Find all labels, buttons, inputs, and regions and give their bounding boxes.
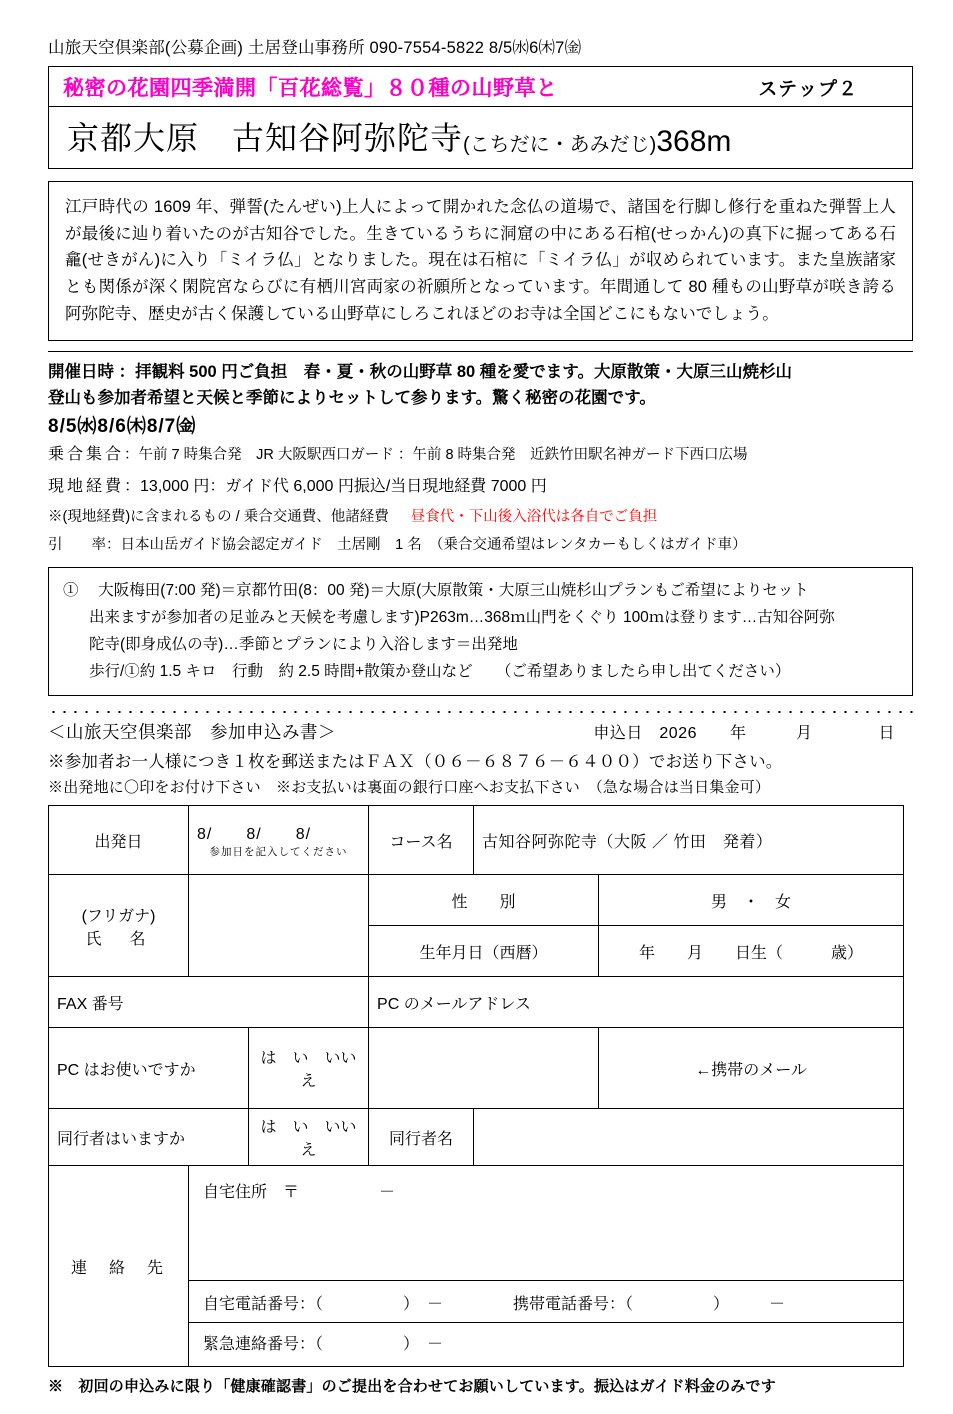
table-row [49, 806, 904, 875]
depart-date-label: 出発日 [49, 806, 189, 875]
apply-date-label: 申込日 2026 年 月 日 [593, 725, 895, 743]
course-line-4: 歩行/①約 1.5 キロ 行動 約 2.5 時間+散策か登山など （ご希望ありましたら申し出てください） [89, 663, 791, 681]
divider-solid [48, 351, 913, 352]
title-pink-text: 秘密の花園四季満開 [63, 77, 257, 100]
name-label-cell [49, 875, 189, 977]
course-name-value: 古知谷阿弥陀寺（大阪 ／ 竹田 発着） [474, 806, 904, 875]
table-row [49, 977, 904, 1028]
home-phone-label: 自宅電話番号：（ ） － [203, 1296, 444, 1314]
pc-yesno[interactable]: は い いいえ [249, 1028, 369, 1109]
description-body: 江戸時代の 1609 年、弾誓(たんぜい)上人によって開かれた念仏の道場で、諸国を行脚し修行を重ねた弾誓上人が最後に辿り着いたのが古知谷でした。生きているうちに洞窟の中にある石棺(せっかん)の真下に掘ってある石龕(せきがん)に入り「ミイラ仏」となりました。現在は石棺に「ミイラ仏」が収められています。また皇族諸家とも関係が深く閑院宮ならびに有栖川宮両家の祈願所となっています。年間通して 80 種もの山野草が咲き誇る阿弥陀寺、歴史が古く保護している山野草にしろこれほどのお寺は全国どこにもないでしょう。 [65, 198, 896, 323]
guide-label: 引 率 [48, 536, 106, 553]
info-line-1: 開催日時 ：拝観料 500 円ご負担 春・夏・秋の山野草 80 種を愛でます。大原散策・大原三山焼杉山 [48, 362, 792, 381]
cost-label: 現地経費 [48, 477, 125, 495]
furigana-label: (フリガナ) [81, 907, 156, 925]
title-box [48, 66, 913, 169]
info-dates: 8/5㈬8/6㈭8/7㈮ [48, 416, 197, 438]
birth-label: 生年月日（西暦） [369, 926, 599, 977]
info-line-2: 登山も参加者希望と天候と季節によりセットして参ります。驚く秘密の花園です。 [48, 388, 656, 407]
name-label: 氏 名 [85, 930, 152, 948]
course-name-label: コース名 [369, 806, 474, 875]
dotted-divider [48, 707, 913, 713]
table-row [49, 1028, 904, 1109]
emergency-label: 緊急連絡番号：（ ） － [203, 1336, 444, 1354]
gender-value[interactable]: 男 ・ 女 [599, 875, 904, 926]
title-reading: (こちだに・あみだじ) [463, 134, 657, 156]
gender-label: 性 別 [369, 875, 599, 926]
depart-hint: 参加日を記入してください [209, 846, 348, 859]
pc-question-label: PC はお使いですか [49, 1028, 249, 1109]
birth-value[interactable]: 年 月 日生（ 歳） [599, 926, 904, 977]
title-step: ステップ２ [758, 78, 858, 100]
fax-label[interactable]: FAX 番号 [49, 977, 369, 1028]
description-box [48, 181, 913, 341]
companion-name-label: 同行者名 [369, 1109, 474, 1166]
emergency-field[interactable] [189, 1323, 903, 1361]
contact-label-text: 連 絡 先 [70, 1259, 166, 1277]
apply-note-2: ※出発地に〇印をお付け下さい ※お支払いは裏面の銀行口座へお支払下さい （急な場合は当日集金可） [48, 779, 771, 797]
title-bracket-text: 「百花総覧」８０種の山野草と [256, 77, 558, 100]
course-line-3: 陀寺(即身成仏の寺)…季節とプランにより入浴します＝出発地 [89, 636, 518, 654]
course-line-1: ① 大阪梅田(7:00 発)＝京都竹田(8：00 発)＝大原(大原散策・大原三山焼杉山プランもご希望によりセット [63, 581, 809, 599]
table-row [49, 1166, 904, 1367]
footer-note [48, 1375, 913, 1396]
table-row [49, 875, 904, 926]
phone-fields[interactable] [189, 1281, 903, 1323]
title-row-upper [49, 67, 912, 107]
mail-label[interactable]: PC のメールアドレス [369, 977, 904, 1028]
footer-note-text: ※ 初回の申込みに限り「健康確認書」のご提出を合わせてお願いしています。振込はガイド料金のみです [48, 1378, 776, 1396]
apply-note-1: ※参加者お一人様につき１枚を郵送またはＦＡＸ（０６－６８７６－６４００）でお送り下さい。 [48, 753, 783, 772]
companion-question-label: 同行者はいますか [49, 1109, 249, 1166]
companion-yesno[interactable]: は い いいえ [249, 1109, 369, 1166]
depart-date-cell[interactable] [189, 806, 369, 875]
table-row [49, 1109, 904, 1166]
address-field[interactable] [189, 1171, 903, 1281]
included-label: ※(現地経費)に含まれるもの / 乗合交通費、他諸経費 [48, 508, 389, 525]
course-line-2: 出来ますが参加者の足並みと天候を考慮します)P263m…368ｍ山門をくぐり 100ｍは登ります…古知谷阿弥 [89, 609, 835, 627]
mobile-phone-label: 携帯電話番号：（ ） － [513, 1296, 786, 1314]
meet-value: ：午前 7 時集合発 JR 大阪駅西口ガード ：午前 8 時集合発 近鉄竹田駅名神ガード下西口広場 [124, 447, 748, 464]
application-form-table [48, 805, 904, 1367]
cost-value: ：13,000 円：ガイド代 6,000 円振込/当日現地経費 7000 円 [124, 477, 547, 495]
info-block [48, 359, 913, 557]
depart-dates: 8/ 8/ 8/ [197, 826, 312, 844]
title-main: 京都大原 古知谷阿弥陀寺 [67, 120, 464, 156]
apply-title: ＜山旅天空倶楽部 参加申込み書＞ [48, 722, 336, 743]
included-red-note: 昼食代・下山後入浴代は各自でご負担 [410, 508, 658, 525]
meet-label: 乗合集合 [48, 446, 125, 464]
pc-blank-cell[interactable] [369, 1028, 599, 1109]
apply-header [48, 719, 913, 744]
title-row-lower [49, 107, 912, 168]
title-pink-line [63, 72, 558, 102]
mobile-mail-label: ←携帯のメール [599, 1028, 904, 1109]
name-input-cell[interactable] [189, 875, 369, 977]
org-header: 山旅天空倶楽部(公募企画) 土居登山事務所 090-7554-5822 8/5㈬6㈭7㈮ [48, 39, 582, 57]
guide-value: ：日本山岳ガイド協会認定ガイド 土居剛 1 名 （乗合交通希望はレンタカーもしくはガイド車） [106, 536, 747, 553]
title-elevation: 368m [656, 125, 732, 158]
address-label: 自宅住所 〒 － [203, 1184, 396, 1202]
companion-name-input[interactable] [474, 1109, 904, 1166]
course-box [48, 567, 913, 697]
contact-label [49, 1166, 189, 1367]
contact-details-cell [189, 1166, 904, 1367]
